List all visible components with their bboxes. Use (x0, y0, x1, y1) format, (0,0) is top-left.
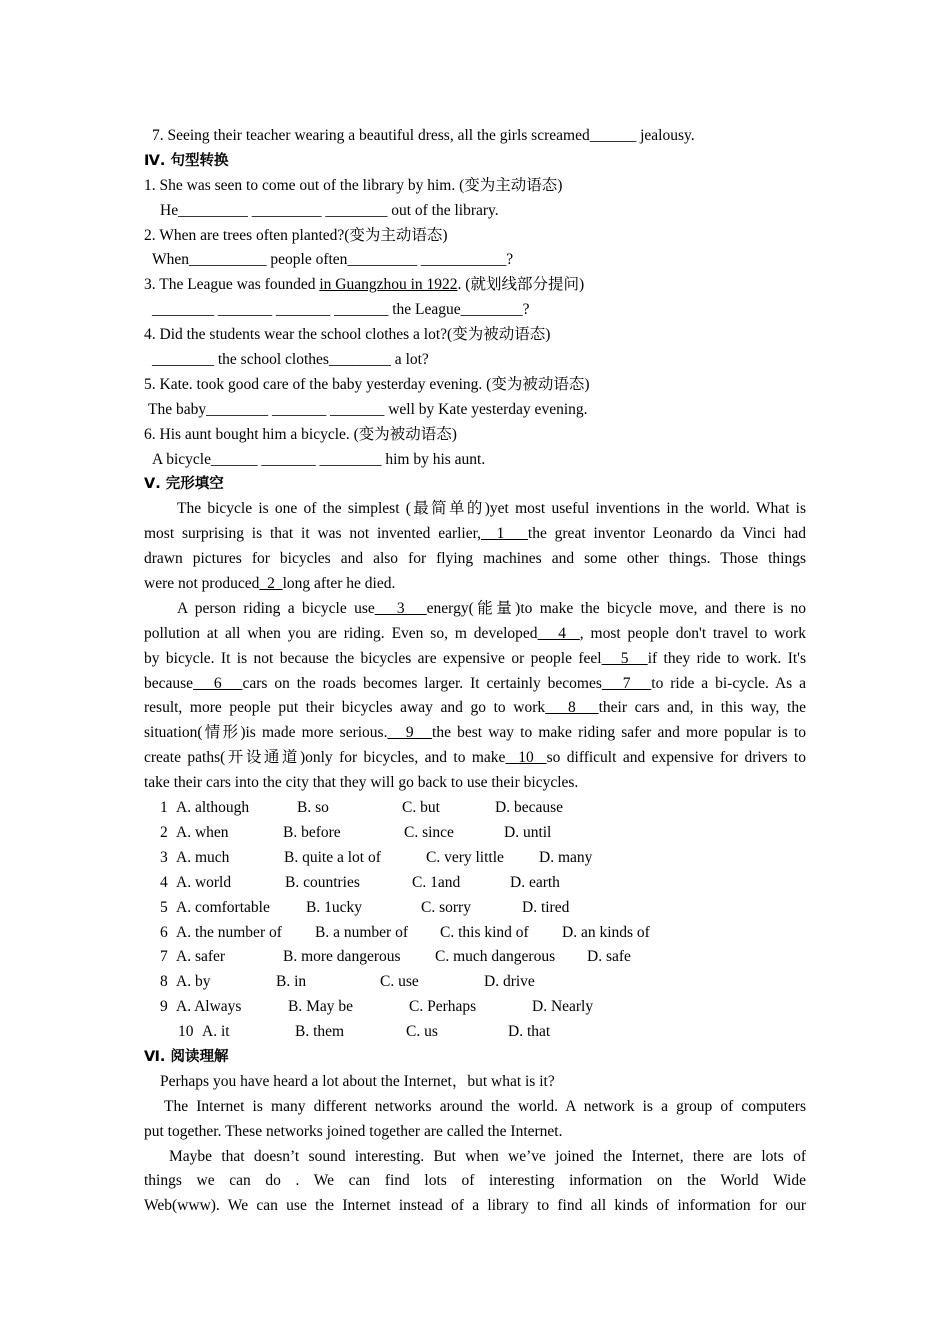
option-a: A. Always (176, 998, 242, 1016)
cloze-p1-line4 (144, 572, 806, 597)
option-c: C. use (380, 973, 419, 991)
s4-a3: ________ _______ _______ _______ the League________? (152, 301, 530, 319)
text: A person riding a bicycle use (177, 599, 375, 617)
text: were not produced (144, 575, 260, 593)
option-d: D. Nearly (532, 998, 594, 1016)
option-b: B. May be (288, 998, 354, 1016)
question-7: 7. Seeing their teacher wearing a beautiful dress, all the girls screamed______ jealousy. (152, 127, 695, 144)
option-a: A. comfortable (176, 898, 270, 916)
text: create paths(开设通道)only for bicycles, and to make (144, 749, 506, 767)
reading-line6: Web(www). We can use the Internet instead of a library to find all kinds of information for our (144, 1197, 806, 1215)
cloze-p2-line6 (144, 721, 806, 746)
option-d: D. because (495, 799, 563, 817)
option-c: C. sorry (421, 898, 471, 916)
option-row-1 (144, 796, 806, 821)
option-row-3 (144, 846, 806, 871)
reading-line1: Perhaps you have heard a lot about the Internet，but what is it? (160, 1072, 555, 1090)
option-number: 5 (160, 898, 168, 916)
text: most surprising is that it was not invented earlier, (144, 525, 482, 543)
s4-q3-underlined: in Guangzhou in 1922 (319, 276, 458, 294)
text: , most people don't travel to work (579, 624, 807, 642)
option-d: D. until (504, 823, 552, 841)
option-a: A. world (176, 873, 232, 891)
option-row-7 (144, 945, 806, 970)
option-row-8 (144, 970, 806, 995)
option-b: B. quite a lot of (284, 848, 381, 866)
option-c: C. Perhaps (409, 998, 477, 1016)
section-5-heading: Ⅴ. 完形填空 (144, 476, 224, 493)
blank-9: 9 (387, 724, 433, 742)
cloze-p2-line5 (144, 696, 806, 721)
option-number: 7 (160, 948, 168, 966)
option-d: D. an kinds of (562, 923, 650, 941)
s4-a5: The baby________ _______ _______ well by Kate yesterday evening. (148, 400, 588, 418)
s4-q6: 6. His aunt bought him a bicycle. (变为被动语态) (144, 425, 457, 443)
s4-q2: 2. When are trees often planted?(变为主动语态) (144, 226, 448, 244)
option-number: 8 (160, 973, 168, 991)
option-c: C. this kind of (440, 923, 529, 941)
option-number: 1 (160, 799, 168, 817)
option-b: B. countries (285, 873, 360, 891)
cloze-p2-line7 (144, 746, 806, 771)
cloze-p1-line1: The bicycle is one of the simplest (最简单的)yet most useful inventions in the world. What is (177, 500, 806, 518)
option-number: 3 (160, 848, 168, 866)
s4-q3-post: . (就划线部分提问) (457, 276, 585, 294)
option-d: D. many (539, 848, 593, 866)
blank-1: 1 (481, 525, 528, 543)
option-a: A. it (202, 1023, 230, 1041)
reading-line3: put together. These networks joined together are called the Internet. (144, 1122, 563, 1140)
option-b: B. so (297, 799, 329, 817)
option-row-2 (144, 821, 806, 846)
text: result, more people put their bicycles away and go to work (144, 699, 546, 717)
s4-a6: A bicycle______ _______ ________ him by his aunt. (152, 450, 486, 468)
option-d: D. drive (484, 973, 535, 991)
worksheet-page (144, 124, 806, 1219)
option-d: D. that (508, 1023, 551, 1041)
option-c: C. much dangerous (435, 948, 556, 966)
option-d: D. tired (522, 898, 570, 916)
text: the best way to make riding safer and more popular is to (432, 724, 806, 742)
text: to ride a bi-cycle. As a (651, 674, 807, 692)
text: because (144, 674, 194, 692)
option-a: A. much (176, 848, 230, 866)
option-row-6 (144, 921, 806, 946)
cloze-p2-line2 (144, 622, 806, 647)
option-b: B. them (295, 1023, 345, 1041)
cloze-p1-line2 (144, 522, 806, 547)
text: energy(能量)to make the bicycle move, and there is no (426, 599, 807, 617)
option-number: 10 (178, 1023, 194, 1041)
option-row-10 (144, 1020, 806, 1045)
s4-q4: 4. Did the students wear the school clothes a lot?(变为被动语态) (144, 326, 551, 344)
s4-q5: 5. Kate. took good care of the baby yesterday evening. (变为被动语态) (144, 375, 590, 393)
option-b: B. more dangerous (283, 948, 401, 966)
s4-a4: ________ the school clothes________ a lot? (152, 351, 429, 369)
option-c: C. very little (426, 848, 504, 866)
option-b: B. a number of (315, 923, 408, 941)
text: so difficult and expensive for drivers to (546, 749, 806, 767)
option-number: 6 (160, 923, 168, 941)
cloze-p2-line8: take their cars into the city that they will go back to use their bicycles. (144, 774, 579, 792)
text: their cars and, in this way, the (598, 699, 806, 717)
text: by bicycle. It is not because the bicycles are expensive or people feel (144, 649, 602, 667)
s4-a1: He_________ _________ ________ out of the library. (160, 201, 499, 219)
option-c: C. 1and (412, 873, 461, 891)
blank-10: 10 (505, 749, 547, 767)
reading-line2: The Internet is many different networks around the world. A network is a group of computers (164, 1097, 806, 1115)
option-row-9 (144, 995, 806, 1020)
text: pollution at all when you are riding. Even so, m developed (144, 624, 538, 642)
section-6-heading: Ⅵ. 阅读理解 (144, 1048, 229, 1065)
s4-q3 (144, 273, 806, 298)
blank-3: 3 (374, 599, 427, 617)
cloze-p2-line3 (144, 647, 806, 672)
s4-q1: 1. She was seen to come out of the library by him. (变为主动语态) (144, 176, 563, 194)
cloze-p2-line1 (144, 597, 806, 622)
cloze-p1-line3: drawn pictures for bicycles and also for flying machines and some other things. Those things (144, 550, 806, 568)
blank-7: 7 (601, 674, 652, 692)
option-number: 2 (160, 823, 168, 841)
option-a: A. when (176, 823, 229, 841)
reading-line4: Maybe that doesn’t sound interesting. But when we’ve joined the Internet, there are lots of (169, 1147, 806, 1165)
option-b: B. 1ucky (306, 898, 362, 916)
cloze-p2-line4 (144, 672, 806, 697)
option-a: A. by (176, 973, 211, 991)
text: situation(情形)is made more serious. (144, 724, 388, 742)
section-4-heading: Ⅳ. 句型转换 (144, 152, 229, 169)
option-b: B. in (276, 973, 307, 991)
option-d: D. earth (510, 873, 560, 891)
blank-8: 8 (545, 699, 599, 717)
option-number: 4 (160, 873, 168, 891)
text: long after he died. (282, 575, 396, 593)
option-d: D. safe (587, 948, 631, 966)
s4-q3-pre: 3. The League was founded (144, 276, 320, 294)
blank-2: 2 (259, 575, 283, 593)
option-number: 9 (160, 998, 168, 1016)
option-c: C. us (406, 1023, 438, 1041)
option-c: C. but (402, 799, 440, 817)
option-a: A. although (176, 799, 250, 817)
text: the great inventor Leonardo da Vinci had (527, 525, 807, 543)
option-a: A. safer (176, 948, 226, 966)
option-a: A. the number of (176, 923, 282, 941)
blank-6: 6 (193, 674, 243, 692)
option-row-5 (144, 896, 806, 921)
text: if they ride to work. It's (647, 649, 806, 667)
option-b: B. before (283, 823, 341, 841)
s4-a2: When__________ people often_________ ___________? (152, 251, 514, 269)
blank-5: 5 (601, 649, 648, 667)
option-c: C. since (404, 823, 454, 841)
blank-4: 4 (537, 624, 580, 642)
option-row-4 (144, 871, 806, 896)
text: cars on the roads becomes larger. It certainly becomes (242, 674, 602, 692)
reading-line5: things we can do . We can find lots of interesting information on the World Wide (144, 1172, 806, 1190)
